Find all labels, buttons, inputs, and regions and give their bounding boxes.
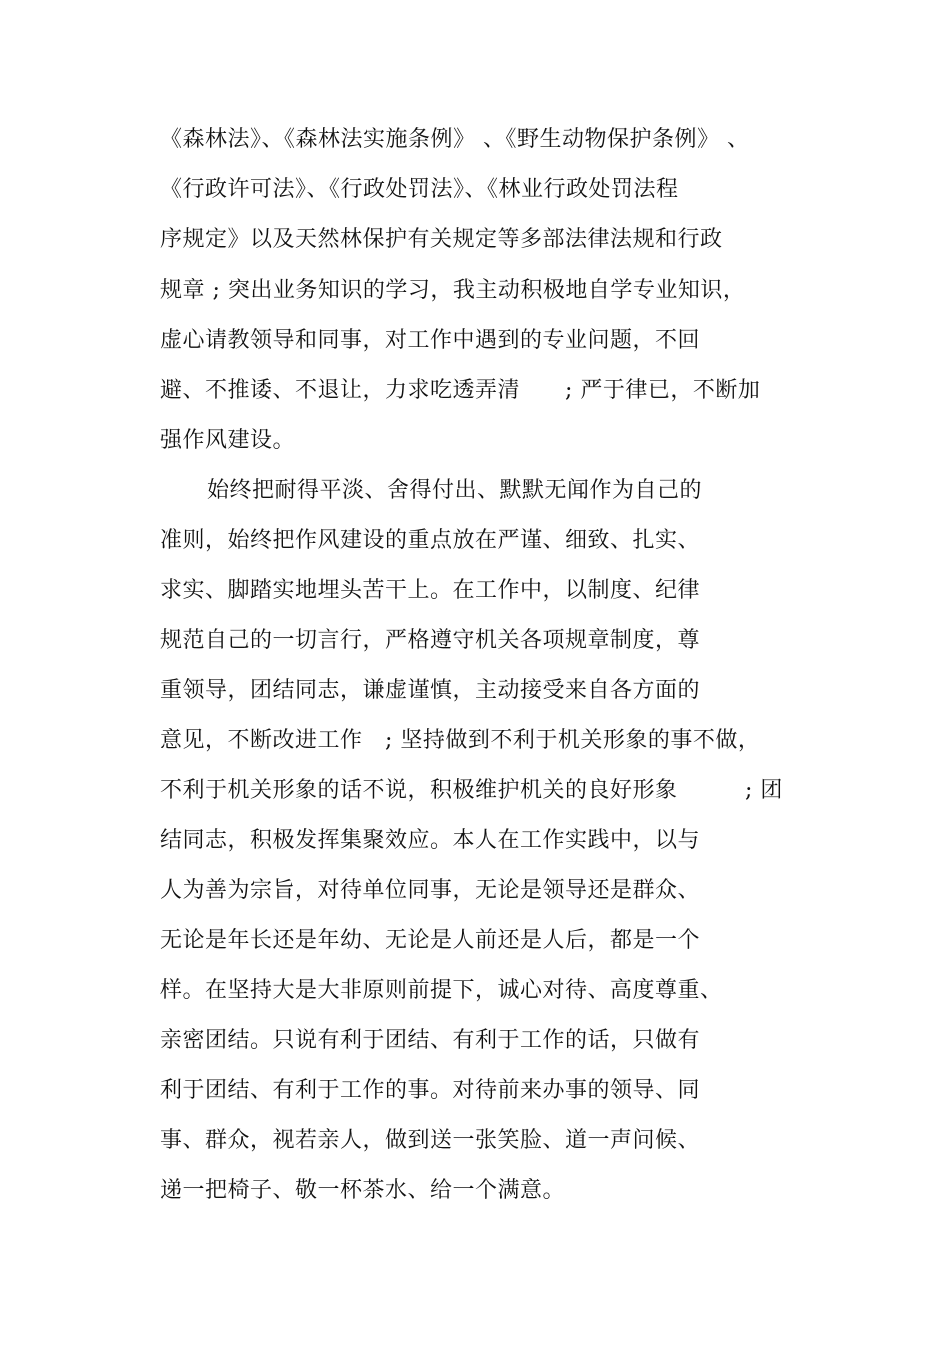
text-line: 规范自己的一切言行，严格遵守机关各项规章制度，尊 [160, 628, 701, 653]
text-line: 求实、脚踏实地埋头苦干上。在工作中，以制度、纪律 [160, 578, 701, 603]
text-line: 无论是年长还是年幼、无论是人前还是人后，都是一个 [160, 928, 701, 953]
text-line: 《行政许可法》、《行政处罚法》、《林业行政处罚法程 [160, 177, 679, 202]
text-line: 强作风建设。 [160, 428, 296, 453]
text-line: 结同志，积极发挥集聚效应。本人在工作实践中，以与 [160, 828, 701, 853]
text-line: 规章 ; 突出业务知识的学习，我主动积极地自学专业知识， [160, 278, 746, 303]
text-line: 人为善为宗旨，对待单位同事，无论是领导还是群众、 [160, 878, 701, 903]
text-line: 亲密团结。只说有利于团结、有利于工作的话，只做有 [160, 1028, 701, 1053]
text-line: 样。在坚持大是大非原则前提下，诚心对待、高度尊重、 [160, 978, 723, 1003]
text-line: 不利于机关形象的话不说，积极维护机关的良好形象 ; 团 [160, 778, 783, 803]
text-line: 事、群众，视若亲人，做到送一张笑脸、道一声问候、 [160, 1128, 701, 1153]
text-line: 《森林法》、《森林法实施条例》 、《野生动物保护条例》 、 [160, 127, 750, 152]
text-line: 准则，始终把作风建设的重点放在严谨、细致、扎实、 [160, 528, 701, 553]
text-line: 利于团结、有利于工作的事。对待前来办事的领导、同 [160, 1078, 701, 1103]
text-line: 始终把耐得平淡、舍得付出、默默无闻作为自己的 [162, 478, 703, 503]
text-line: 重领导，团结同志，谦虚谨慎，主动接受来自各方面的 [160, 678, 701, 703]
text-line: 序规定》以及天然林保护有关规定等多部法律法规和行政 [160, 227, 723, 252]
text-line: 虚心请教领导和同事，对工作中遇到的专业问题，不回 [160, 328, 701, 353]
text-line: 递一把椅子、敬一杯茶水、给一个满意。 [160, 1178, 566, 1203]
text-line: 避、不推诿、不退让，力求吃透弄清 ; 严于律已，不断加 [160, 378, 761, 403]
text-line: 意见，不断改进工作 ; 坚持做到不利于机关形象的事不做， [160, 728, 761, 753]
